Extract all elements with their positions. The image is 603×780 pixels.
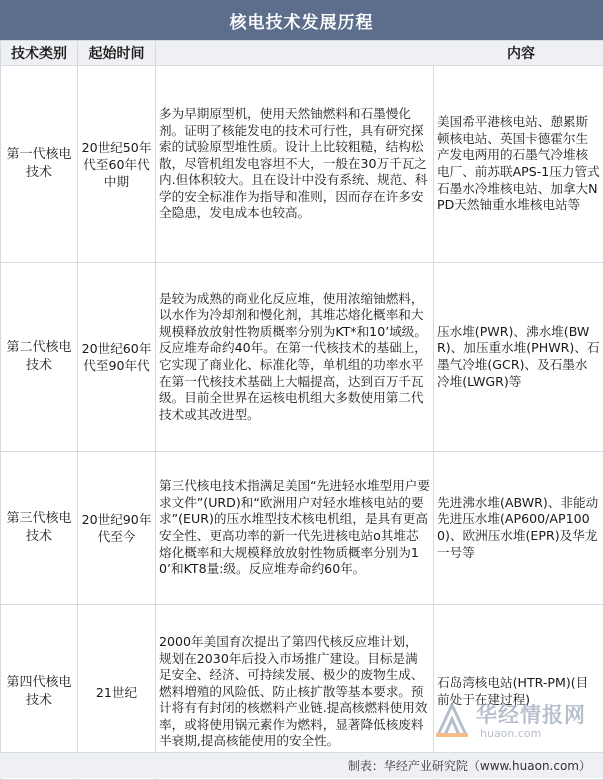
representatives-cell: 石岛湾核电站(HTR-PM)(目前处于在建过程) [434,605,603,780]
watermark-name: 华经情报网 [476,699,586,729]
category-cell: 第四代核电技术 [1,605,78,780]
description-cell: 多为早期原型机，使用天然铀燃料和石墨慢化剂。证明了核能发电的技术可行性，具有研究探索的试验原型堆性质。设计上比较粗糙，结构松散，尽管机组发电容坦不大，一般在30万千瓦之内.但体积较大。且在设计中没有系统、规范、科学的安全标准作为指导和准则，因而存在许多安全隐患，发电成本也较高。 [156,66,434,263]
header-start-time: 起始时间 [78,41,156,66]
category-cell: 第三代核电技术 [1,452,78,605]
table-row [1,66,603,263]
representatives-cell: 先进沸水堆(ABWR)、非能动先进压水堆(AP600/AP1000)、欧洲压水堆(EPR)及华龙一号等 [434,452,603,605]
start-time-cell: 21世纪 [78,605,156,780]
tech-table [0,40,603,780]
start-time-cell: 20世纪90年代至今 [78,452,156,605]
description-cell: 是较为成熟的商业化反应堆，使用浓缩铀燃料，以水作为冷却剂和慢化剂，其堆芯熔化概率和大规模释放放射性物质概率分别为KT*和10’域级。反应堆寿命约40年。在第一代核技术的基础上，它实现了商业化、标准化等，单机组的功率水平在第一代核技术基础上大幅提高，达到百万千瓦级。目前全世界在运核电机组大多数使用第二代技术或其改进型。 [156,263,434,452]
table-row [1,452,603,605]
description-cell: 2000年美国育次提出了第四代核反应堆计划，规划在2030年后投入市场推广建设。目标是满足安全、经济、可持续发展、极少的废物生成、燃料増殖的风险低、防止核扩散等基本要求。预计将有有封闭的核燃料产业链.提高核燃料使用效率，或将使用锅元素作为燃料，显著降低核废料半衰期,提高核能使用的安全性。 [156,605,434,780]
category-cell: 第一代核电技术 [1,66,78,263]
table-row [1,263,603,452]
representatives-cell: 美国希平港核电站、憩累斯顿核电站、英国卡德霍尔生产发电两用的石墨气冷堆核电厂、前苏联APS-1压力管式石墨水冷堆核电站、加拿大NPD天然铀重水堆核电站等 [434,66,603,263]
table-header-row [1,41,603,66]
start-time-cell: 20世纪50年代至60年代中期 [78,66,156,263]
header-category: 技术类别 [1,41,78,66]
watermark-url: huaon.com [480,727,541,740]
start-time-cell: 20世纪60年代至90年代 [78,263,156,452]
page-title: 核电技术发展历程 [0,0,603,40]
representatives-cell: 压水堆(PWR)、沸水堆(BWR)、加压重水堆(PHWR)、石墨气冷堆(GCR)、及石墨水冷堆(LWGR)等 [434,263,603,452]
footer-source: 制表：华经产业研究院（www.huaon.com） [0,752,603,778]
description-cell: 第三代核电技术指满足美国“先进轻水堆型用户要求文件”(URD)和“欧洲用户对轻水堆核电站的要求”(EUR)的压水堆型技术核电机组，是具有更高安全性、更高功率的新一代先进核电站o其堆芯熔化概率和大规模释放放射性物质概率分别为10’和KT8量:级。反应堆寿命约60年。 [156,452,434,605]
header-content: 内容 [156,41,603,66]
category-cell: 第二代核电技术 [1,263,78,452]
